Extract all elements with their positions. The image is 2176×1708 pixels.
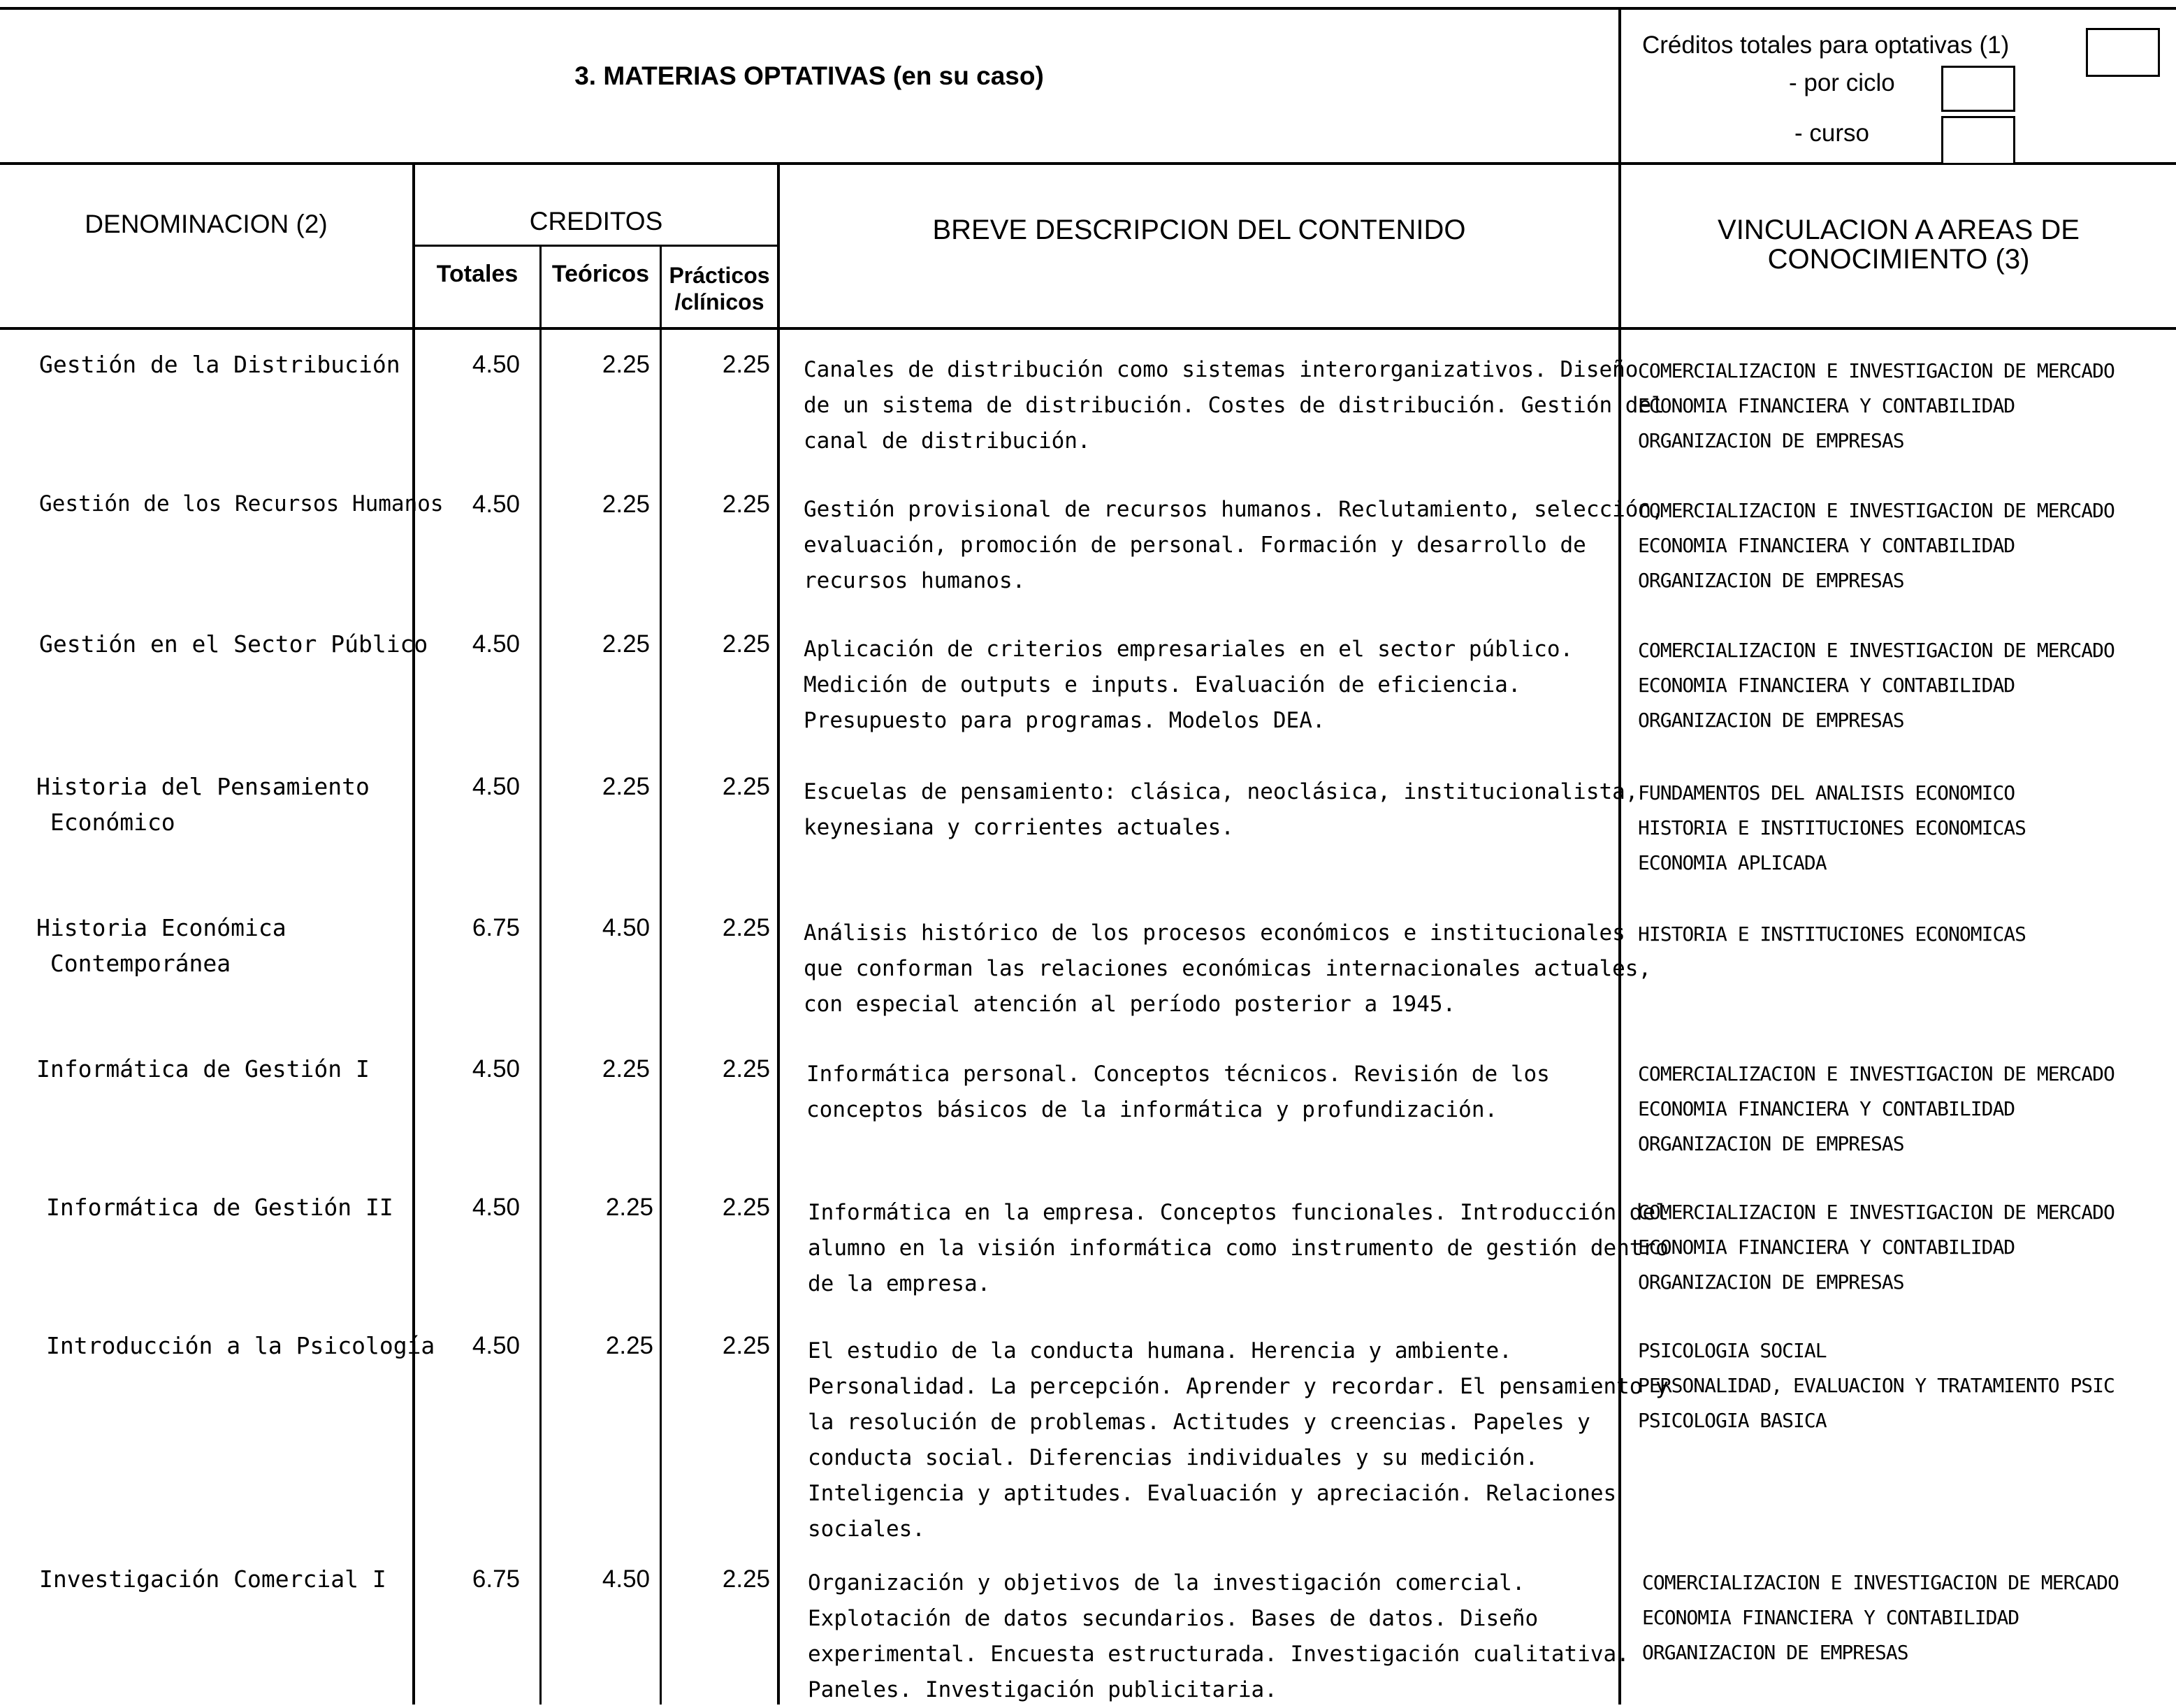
row-teoricos: 2.25 [602, 630, 650, 658]
row-areas: PSICOLOGIA SOCIAL PERSONALIDAD, EVALUACION Y TRATAMIENTO PSIC PSICOLOGIA BASICA [1638, 1339, 2115, 1432]
row-areas: COMERCIALIZACION E INVESTIGACION DE MERCADO ECONOMIA FINANCIERA Y CONTABILIDAD ORGANIZACION DE EMPRESAS [1638, 639, 2115, 732]
row-name: Gestión de la Distribución [39, 351, 400, 378]
row-teoricos: 2.25 [602, 1055, 650, 1083]
col-header-descripcion: BREVE DESCRIPCION DEL CONTENIDO [932, 215, 1466, 245]
col-header-practicos-2: /clínicos [674, 289, 764, 314]
col-header-totales: Totales [436, 261, 518, 287]
row-name: Introducción a la Psicología [46, 1332, 435, 1359]
row-practicos: 2.25 [722, 1332, 770, 1359]
row-totales: 4.50 [472, 491, 520, 518]
row-description: Organización y objetivos de la investigación comercial. Explotación de datos secundarios. Bases de datos. Diseño experimental. Encuesta estructurada. Investigación cualitativa. Paneles. Investigación publicitaria. [808, 1570, 1630, 1702]
row-areas: COMERCIALIZACION E INVESTIGACION DE MERCADO ECONOMIA FINANCIERA Y CONTABILIDAD ORGANIZACION DE EMPRESAS [1638, 499, 2115, 592]
column-header-bottom-border [0, 327, 2176, 330]
header-bottom-border [0, 162, 2176, 165]
row-name: Informática de Gestión II [46, 1194, 393, 1221]
row-description: El estudio de la conducta humana. Herencia y ambiente. Personalidad. La percepción. Aprender y recordar. El pensamiento y la resolución de problemas. Actitudes y creencias. Papeles y conducta social. Diferencias individuales y su medición. Inteligencia y aptitudes. Evaluación y apreciación. Relaciones sociales. [808, 1338, 1669, 1542]
row-totales: 4.50 [472, 773, 520, 800]
per-course-box[interactable] [1941, 116, 2015, 165]
row-description: Informática en la empresa. Conceptos funcionales. Introducción del alumno en la visión informática como instrumento de gestión dentro de la empresa. [808, 1200, 1669, 1296]
row-totales: 4.50 [472, 351, 520, 378]
credits-total-label: Créditos totales para optativas (1) [1642, 31, 2010, 59]
row-practicos: 2.25 [722, 914, 770, 941]
col-header-practicos-1: Prácticos [669, 263, 770, 288]
row-totales: 4.50 [472, 1332, 520, 1359]
row-name: Informática de Gestión I [36, 1055, 370, 1083]
creditos-sub-divider [414, 245, 777, 247]
row-totales: 4.50 [472, 1194, 520, 1221]
row-areas: COMERCIALIZACION E INVESTIGACION DE MERCADO ECONOMIA FINANCIERA Y CONTABILIDAD ORGANIZACION DE EMPRESAS [1638, 1062, 2115, 1155]
row-practicos: 2.25 [722, 1194, 770, 1221]
per-cycle-box[interactable] [1941, 66, 2015, 112]
row-practicos: 2.25 [722, 630, 770, 658]
row-description: Gestión provisional de recursos humanos. Reclutamiento, selección, evaluación, promoción de personal. Formación y desarrollo de recursos humanos. [804, 497, 1664, 593]
row-areas: HISTORIA E INSTITUCIONES ECONOMICAS [1638, 922, 2026, 946]
row-totales: 6.75 [472, 914, 520, 941]
row-totales: 4.50 [472, 630, 520, 658]
row-practicos: 2.25 [722, 1565, 770, 1593]
col-header-denominacion: DENOMINACION (2) [85, 210, 328, 238]
credits-total-box[interactable] [2086, 28, 2160, 77]
row-practicos: 2.25 [722, 491, 770, 518]
row-areas: COMERCIALIZACION E INVESTIGACION DE MERCADO ECONOMIA FINANCIERA Y CONTABILIDAD ORGANIZACION DE EMPRESAS [1638, 1201, 2115, 1294]
row-description: Informática personal. Conceptos técnicos. Revisión de los conceptos básicos de la informática y profundización. [806, 1062, 1550, 1122]
row-totales: 4.50 [472, 1055, 520, 1083]
col-header-vinculacion-1: VINCULACION A AREAS DE [1718, 215, 2080, 245]
row-teoricos: 2.25 [602, 773, 650, 800]
row-name: Historia Económica Contemporánea [36, 914, 286, 977]
col-header-teoricos: Teóricos [551, 261, 650, 287]
row-areas: COMERCIALIZACION E INVESTIGACION DE MERCADO ECONOMIA FINANCIERA Y CONTABILIDAD ORGANIZACION DE EMPRESAS [1638, 359, 2115, 452]
section-title: 3. MATERIAS OPTATIVAS (en su caso) [574, 61, 1044, 90]
row-teoricos: 4.50 [602, 1565, 650, 1593]
row-areas: COMERCIALIZACION E INVESTIGACION DE MERCADO ECONOMIA FINANCIERA Y CONTABILIDAD ORGANIZACION DE EMPRESAS [1642, 1571, 2119, 1664]
row-practicos: 2.25 [722, 351, 770, 378]
per-course-label: - curso [1794, 120, 1869, 147]
row-description: Análisis histórico de los procesos económicos e institucionales que conforman las relaciones económicas internacionales actuales, con especial atención al período posterior a 1945. [804, 920, 1652, 1017]
row-practicos: 2.25 [722, 773, 770, 800]
row-name: Gestión de los Recursos Humanos [39, 491, 444, 516]
top-border [0, 7, 2176, 10]
row-name: Gestión en el Sector Público [39, 630, 428, 658]
col-header-creditos: CREDITOS [529, 207, 663, 236]
row-teoricos: 2.25 [605, 1332, 653, 1359]
row-teoricos: 4.50 [602, 914, 650, 941]
col-header-vinculacion-2: CONOCIMIENTO (3) [1767, 244, 2030, 275]
row-description: Escuelas de pensamiento: clásica, neoclásica, institucionalista, keynesiana y corrientes actuales. [804, 779, 1639, 840]
row-name: Historia del Pensamiento Económico [36, 773, 370, 836]
col-divider-3 [660, 246, 662, 1705]
per-cycle-label: - por ciclo [1789, 69, 1895, 96]
row-description: Aplicación de criterios empresariales en el sector público. Medición de outputs e inputs. Evaluación de eficiencia. Presupuesto para programas. Modelos DEA. [804, 637, 1574, 733]
row-teoricos: 2.25 [602, 351, 650, 378]
col-divider-2 [539, 246, 542, 1705]
row-areas: FUNDAMENTOS DEL ANALISIS ECONOMICO HISTORIA E INSTITUCIONES ECONOMICAS ECONOMIA APLICADA [1638, 781, 2026, 874]
col-divider-4 [777, 164, 780, 1705]
row-description: Canales de distribución como sistemas interorganizativos. Diseño de un sistema de distribución. Costes de distribución. Gestión del canal de distribución. [804, 357, 1664, 454]
row-practicos: 2.25 [722, 1055, 770, 1083]
row-totales: 6.75 [472, 1565, 520, 1593]
row-teoricos: 2.25 [605, 1194, 653, 1221]
row-teoricos: 2.25 [602, 491, 650, 518]
row-name: Investigación Comercial I [39, 1565, 386, 1593]
